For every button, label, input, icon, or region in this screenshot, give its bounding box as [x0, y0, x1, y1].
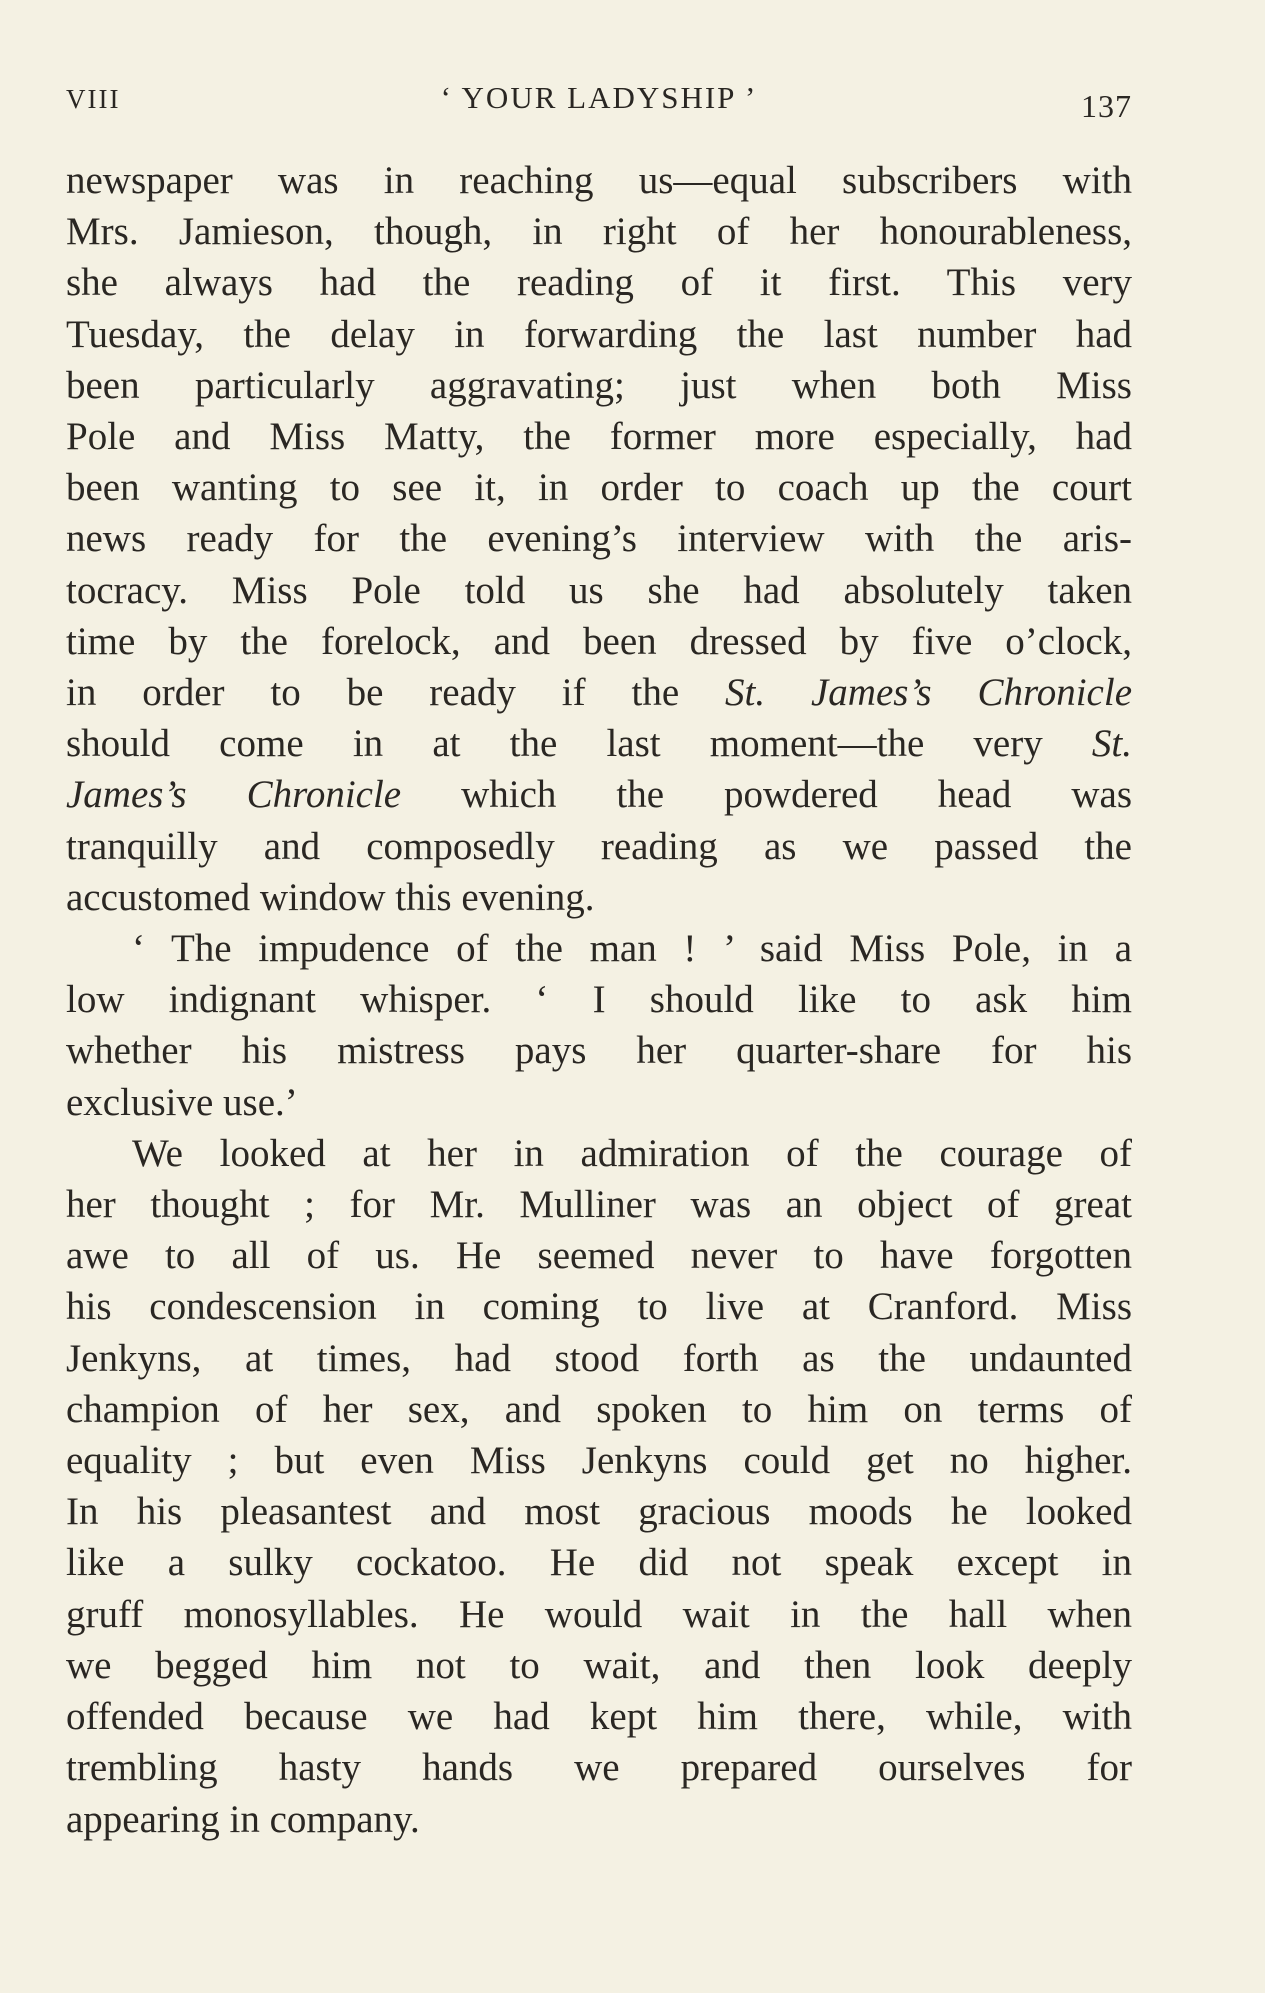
chapter-number: VIII [66, 84, 121, 114]
text-line: like a sulky cockatoo. He did not speak except in [66, 1541, 1132, 1585]
text-fragment: should come in at the last moment—the very [66, 722, 1043, 766]
text-line: exclusive use.’ [66, 1080, 298, 1124]
text-line: tranquilly and composedly reading as we passed the [66, 824, 1132, 868]
text-line: ‘ The impudence of the man ! ’ said Miss Pole, in a [132, 927, 1132, 971]
page-number: 137 [1081, 88, 1132, 124]
text-line: newspaper was in reaching us—equal subscribers with [66, 159, 1132, 202]
text-line [66, 769, 1132, 820]
text-line: been wanting to see it, in order to coach up the court [66, 466, 1132, 510]
text-line: awe to all of us. He seemed never to have forgotten [66, 1234, 1132, 1278]
text-line: whether his mistress pays her quarter-share for his [66, 1029, 1132, 1073]
text-line: We looked at her in admiration of the courage of [132, 1131, 1132, 1175]
text-line: we begged him not to wait, and then look deeply [66, 1643, 1132, 1687]
text-line: been particularly aggravating; just when both Miss [66, 363, 1132, 407]
running-title: ‘ YOUR LADYSHIP ’ [440, 80, 758, 115]
italic-title: St. James’s Chronicle [725, 671, 1133, 715]
text-line: appearing in company. [66, 1797, 420, 1841]
text-line: accustomed window this evening. [66, 875, 595, 919]
italic-title: St. [1091, 722, 1133, 766]
text-line: offended because we had kept him there, while, with [66, 1695, 1132, 1739]
text-line: low indignant whisper. ‘ I should like to ask him [66, 978, 1132, 1022]
running-header [66, 80, 1132, 124]
text-line: Jenkyns, at times, had stood forth as the undaunted [66, 1336, 1132, 1380]
paragraph [66, 155, 1132, 923]
text-line [66, 718, 1132, 769]
text-line: time by the forelock, and been dressed by five o’clock, [66, 619, 1132, 663]
text-line: tocracy. Miss Pole told us she had absolutely taken [66, 568, 1132, 612]
text-line: she always had the reading of it first. This very [66, 261, 1132, 305]
text-line: Pole and Miss Matty, the former more especially, had [66, 415, 1132, 459]
paragraph [66, 923, 1132, 1128]
text-fragment: which the powdered head was [461, 773, 1132, 817]
body-text [66, 155, 1132, 1845]
text-line: gruff monosyllables. He would wait in the hall when [66, 1592, 1132, 1636]
italic-title: James’s Chronicle [66, 773, 402, 817]
text-fragment: in order to be ready if the [66, 671, 680, 715]
text-line: Mrs. Jamieson, though, in right of her honourableness, [66, 210, 1132, 254]
paragraph [66, 1128, 1132, 1845]
text-line: trembling hasty hands we prepared ourselves for [66, 1746, 1132, 1790]
text-line: his condescension in coming to live at Cranford. Miss [66, 1285, 1132, 1329]
text-line: Tuesday, the delay in forwarding the last number had [66, 312, 1132, 356]
text-line [66, 667, 1132, 718]
text-line: champion of her sex, and spoken to him on terms of [66, 1387, 1132, 1431]
text-line: news ready for the evening’s interview with the aris- [66, 517, 1132, 561]
text-line: In his pleasantest and most gracious moods he looked [66, 1490, 1132, 1534]
text-line: equality ; but even Miss Jenkyns could get no higher. [66, 1439, 1132, 1483]
text-line: her thought ; for Mr. Mulliner was an object of great [66, 1183, 1132, 1227]
